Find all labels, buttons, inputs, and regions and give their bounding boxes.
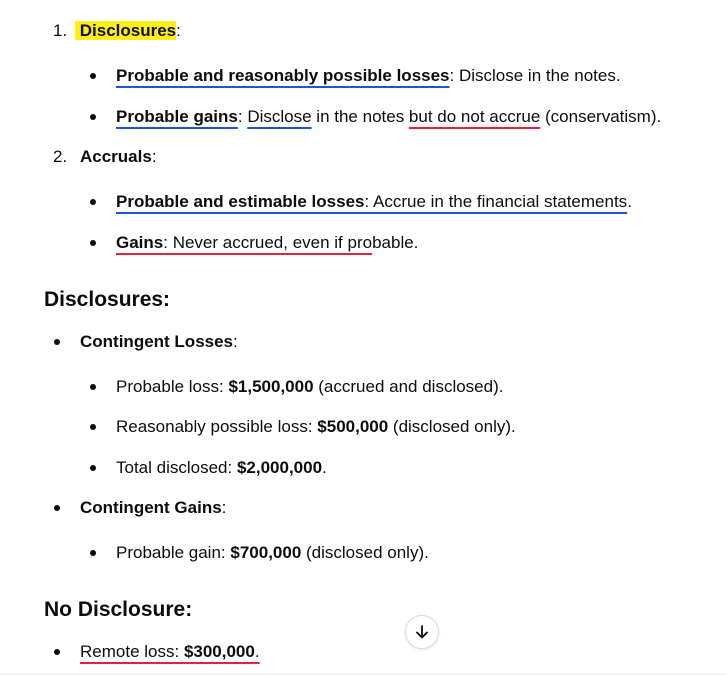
bullet — [90, 550, 96, 556]
section-heading-no-disclosure: No Disclosure: — [44, 598, 193, 621]
list-item: Total disclosed: $2,000,000. — [116, 458, 327, 477]
bullet — [90, 73, 96, 79]
list-item: Probable gains: Disclose in the notes but do not accrue (conservatism). — [116, 107, 662, 126]
list-item: Probable loss: $1,500,000 (accrued and disclosed). — [116, 377, 504, 396]
bullet — [90, 384, 96, 390]
scroll-down-button[interactable] — [405, 615, 439, 649]
bullet — [90, 240, 96, 246]
bullet — [54, 649, 60, 655]
bullet — [90, 465, 96, 471]
bullet — [90, 199, 96, 205]
bullet — [54, 505, 60, 511]
list-item: Probable and reasonably possible losses: Disclose in the notes. — [116, 66, 621, 85]
list-item: Reasonably possible loss: $500,000 (disclosed only). — [116, 417, 516, 436]
list-item: Remote loss: $300,000. — [80, 642, 260, 661]
list-item-accruals: Accruals: — [80, 147, 157, 166]
list-item: Probable gain: $700,000 (disclosed only). — [116, 543, 429, 562]
list-number-2: 2. — [53, 147, 68, 166]
list-item-disclosures: Disclosures: — [75, 19, 181, 43]
contingent-losses-label: Contingent Losses: — [80, 332, 238, 351]
bullet — [54, 339, 60, 345]
list-item: Gains: Never accrued, even if probable. — [116, 233, 419, 252]
disclosures-title: Disclosures — [75, 21, 176, 40]
bullet — [90, 114, 96, 120]
list-number-1: 1. — [53, 21, 68, 40]
arrow-down-icon — [414, 624, 430, 640]
list-item: Probable and estimable losses: Accrue in the financial statements. — [116, 192, 632, 211]
contingent-gains-label: Contingent Gains: — [80, 498, 227, 517]
bullet — [90, 424, 96, 430]
section-heading-disclosures: Disclosures: — [44, 288, 171, 311]
